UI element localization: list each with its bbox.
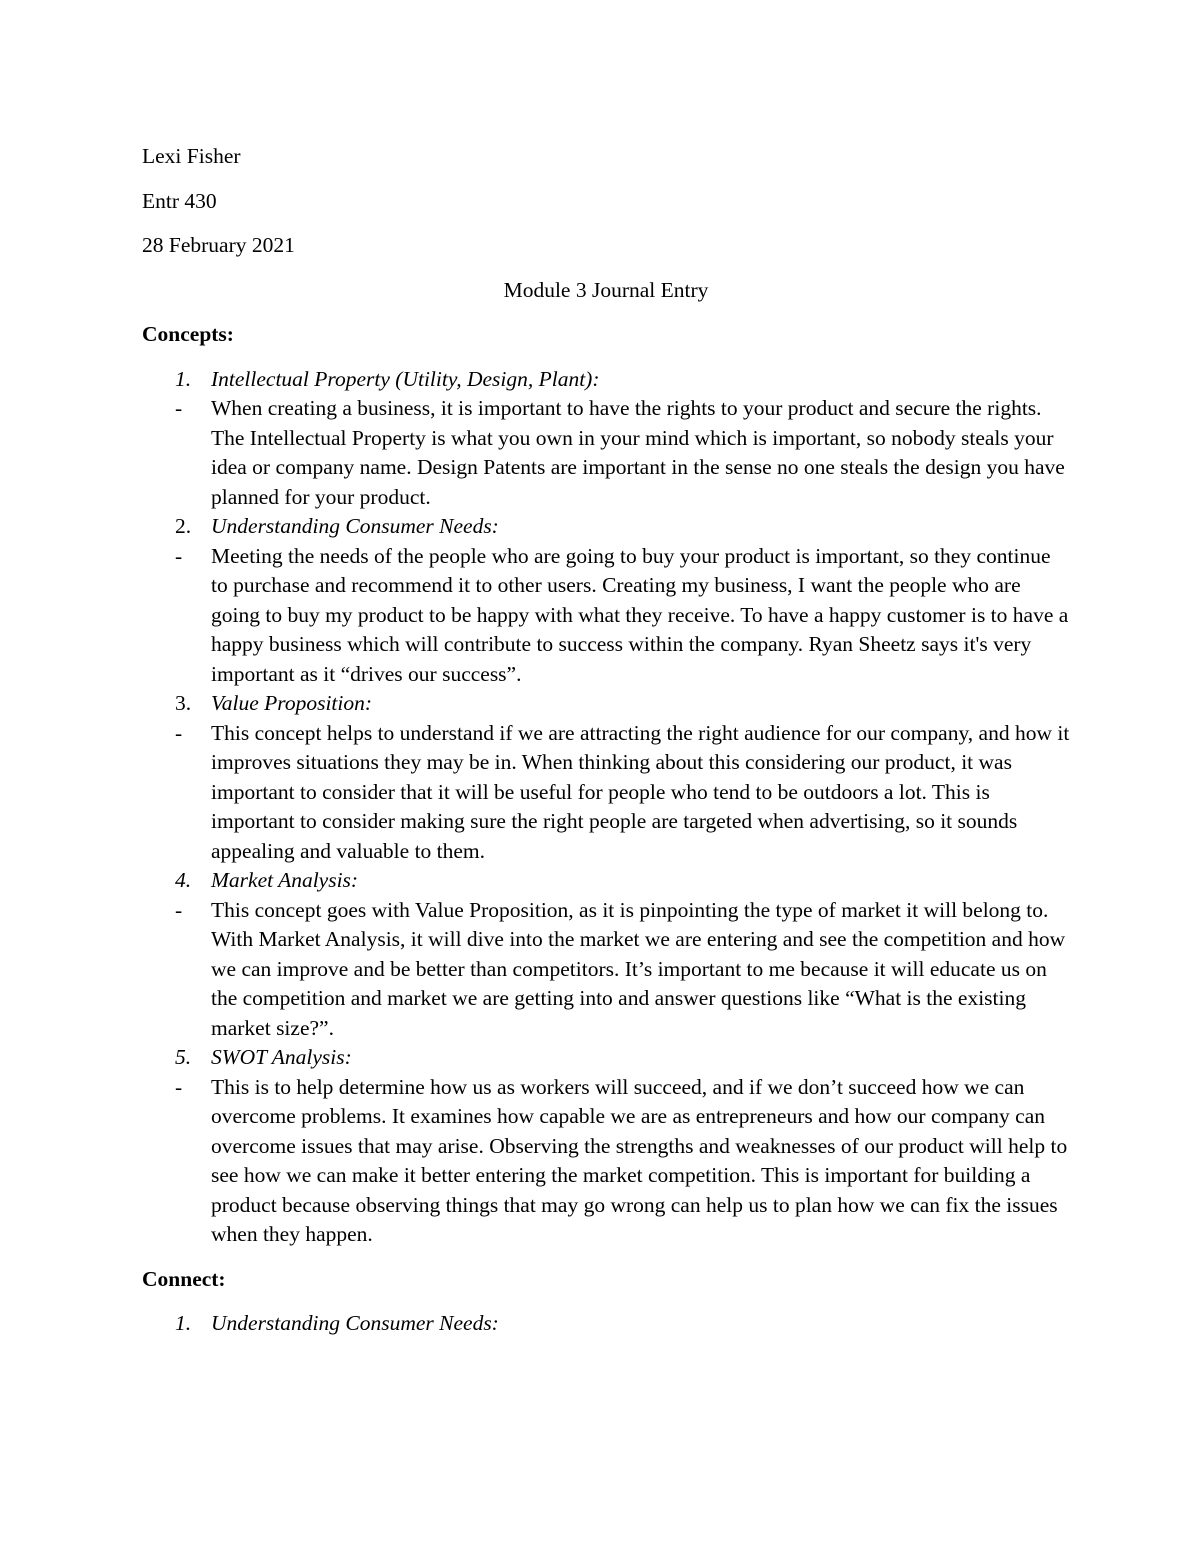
concept-number: 2.	[175, 514, 192, 538]
dash-bullet: -	[175, 720, 183, 745]
concept-title-text: Market Analysis:	[211, 868, 359, 892]
concept-title	[142, 866, 1070, 896]
concept-item	[142, 866, 1070, 1043]
concept-title-text: Understanding Consumer Needs:	[211, 514, 499, 538]
connect-list	[142, 1309, 1070, 1339]
concept-title	[142, 1043, 1070, 1073]
connect-title-text: Understanding Consumer Needs:	[211, 1311, 499, 1335]
concepts-heading: Concepts:	[142, 322, 234, 346]
concept-item	[142, 1043, 1070, 1250]
concepts-list	[142, 365, 1070, 1250]
concept-description	[142, 719, 1070, 867]
concept-title	[142, 512, 1070, 542]
concept-number: 1.	[175, 366, 192, 391]
concept-description	[142, 1073, 1070, 1250]
concept-number: 3.	[175, 691, 192, 715]
concept-description-text: This concept goes with Value Proposition, as it is pinpointing the type of market it will belong to. With Market Analysis, it will dive into the market we are entering and see the competition and how we can improve and be better than competitors. It’s important to me because it will educate us on the competition and market we are getting into and answer questions like “What is the existing market size?”.	[211, 897, 1066, 1040]
dash-bullet: -	[175, 1074, 183, 1099]
dash-bullet: -	[175, 396, 183, 420]
concept-description-text: This is to help determine how us as workers will succeed, and if we don’t succeed how we can overcome problems. It examines how capable we are as entrepreneurs and how our company can overcome issues that may arise. Observing the strengths and weaknesses of our product will help to see how we can make it better entering the market competition. This is important for building a product because observing things that may go wrong can help us to plan how we can fix the issues when they happen.	[211, 1074, 1068, 1246]
entry-date: 28 February 2021	[142, 233, 295, 257]
dash-bullet: -	[175, 897, 183, 922]
concept-item	[142, 365, 1070, 513]
connect-item	[142, 1309, 1070, 1339]
concept-title	[142, 689, 1070, 719]
concept-title-text: Value Proposition:	[211, 691, 373, 715]
concept-title-text: SWOT Analysis:	[211, 1045, 352, 1069]
concept-item	[142, 512, 1070, 689]
concept-title-text: Intellectual Property (Utility, Design, Plant):	[211, 366, 600, 391]
concept-description	[142, 542, 1070, 690]
concept-description-text: This concept helps to understand if we are attracting the right audience for our company, and how it improves situations they may be in. When thinking about this considering our product, it was important to consider that it will be useful for people who tend to be outdoors a lot. This is important to consider making sure the right people are targeted when advertising, so it sounds appealing and valuable to them.	[211, 720, 1070, 863]
author-name: Lexi Fisher	[142, 144, 241, 168]
document-title: Module 3 Journal Entry	[503, 277, 709, 302]
concept-description	[142, 394, 1070, 512]
connect-number: 1.	[175, 1311, 192, 1335]
concept-description-text: Meeting the needs of the people who are going to buy your product is important, so they continue to purchase and recommend it to other users. Creating my business, I want the people who are going to buy my product to be happy with what they receive. To have a happy customer is to have a happy business which will contribute to success within the company. Ryan Sheetz says it's very important as it “drives our success”.	[211, 543, 1069, 686]
concept-description	[142, 896, 1070, 1044]
connect-title	[142, 1309, 1070, 1339]
concept-item	[142, 689, 1070, 866]
concept-description-text: When creating a business, it is important to have the rights to your product and secure the rights. The Intellectual Property is what you own in your mind which is important, so nobody steals your idea or company name. Design Patents are important in the sense no one steals the design you have planned for your product.	[211, 396, 1065, 509]
dash-bullet: -	[175, 543, 183, 568]
connect-heading: Connect:	[142, 1266, 226, 1291]
concept-title	[142, 365, 1070, 395]
course-code: Entr 430	[142, 188, 217, 213]
concept-number: 5.	[175, 1045, 192, 1069]
concept-number: 4.	[175, 868, 192, 892]
